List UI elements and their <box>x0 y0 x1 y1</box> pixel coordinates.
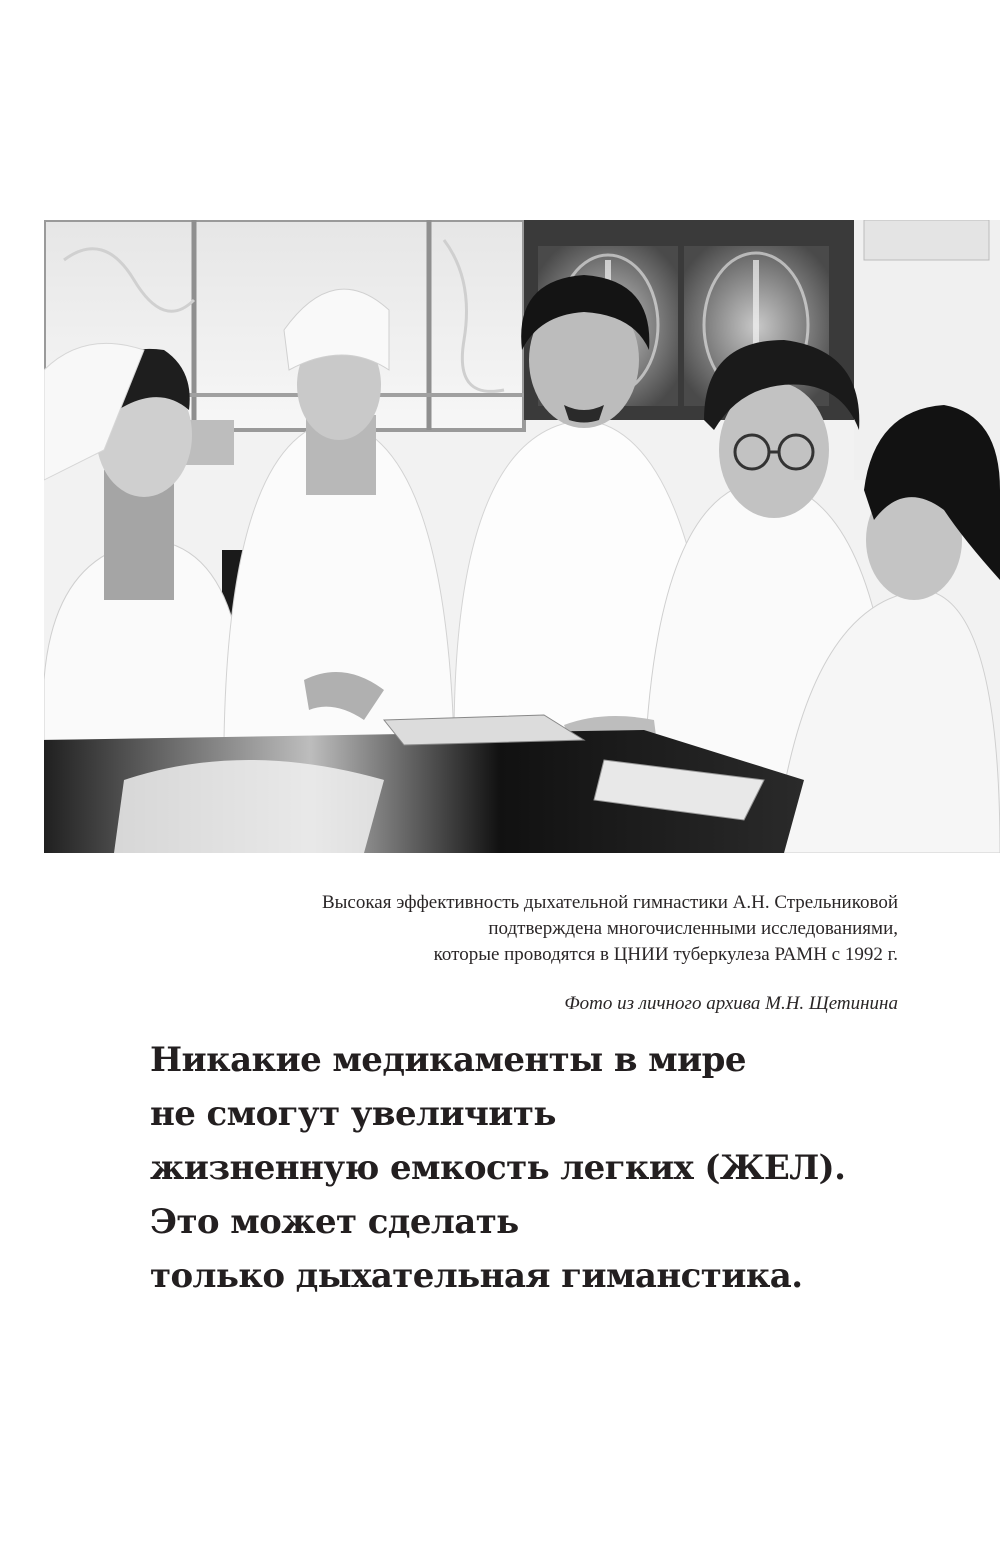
photo-credit: Фото из личного архива М.Н. Щетинина <box>564 993 898 1014</box>
headline-line: только дыхательная гиманстика. <box>150 1256 803 1296</box>
headline-line: Это может сделать <box>150 1202 519 1242</box>
caption-line: подтверждена многочисленными исследованиями, <box>488 918 898 939</box>
caption-line: которые проводятся в ЦНИИ туберкулеза РАМН с 1992 г. <box>433 944 898 965</box>
headline-line: жизненную емкость легких (ЖЕЛ). <box>150 1148 846 1188</box>
headline-line: Никакие медикаменты в мире <box>150 1040 746 1080</box>
headline <box>150 1033 970 1303</box>
group-photo-icon <box>44 220 1000 853</box>
photo-caption <box>138 890 898 968</box>
group-photo <box>44 220 1000 853</box>
headline-line: не смогут увеличить <box>150 1094 556 1134</box>
caption-line: Высокая эффективность дыхательной гимнастики А.Н. Стрельниковой <box>321 892 898 913</box>
